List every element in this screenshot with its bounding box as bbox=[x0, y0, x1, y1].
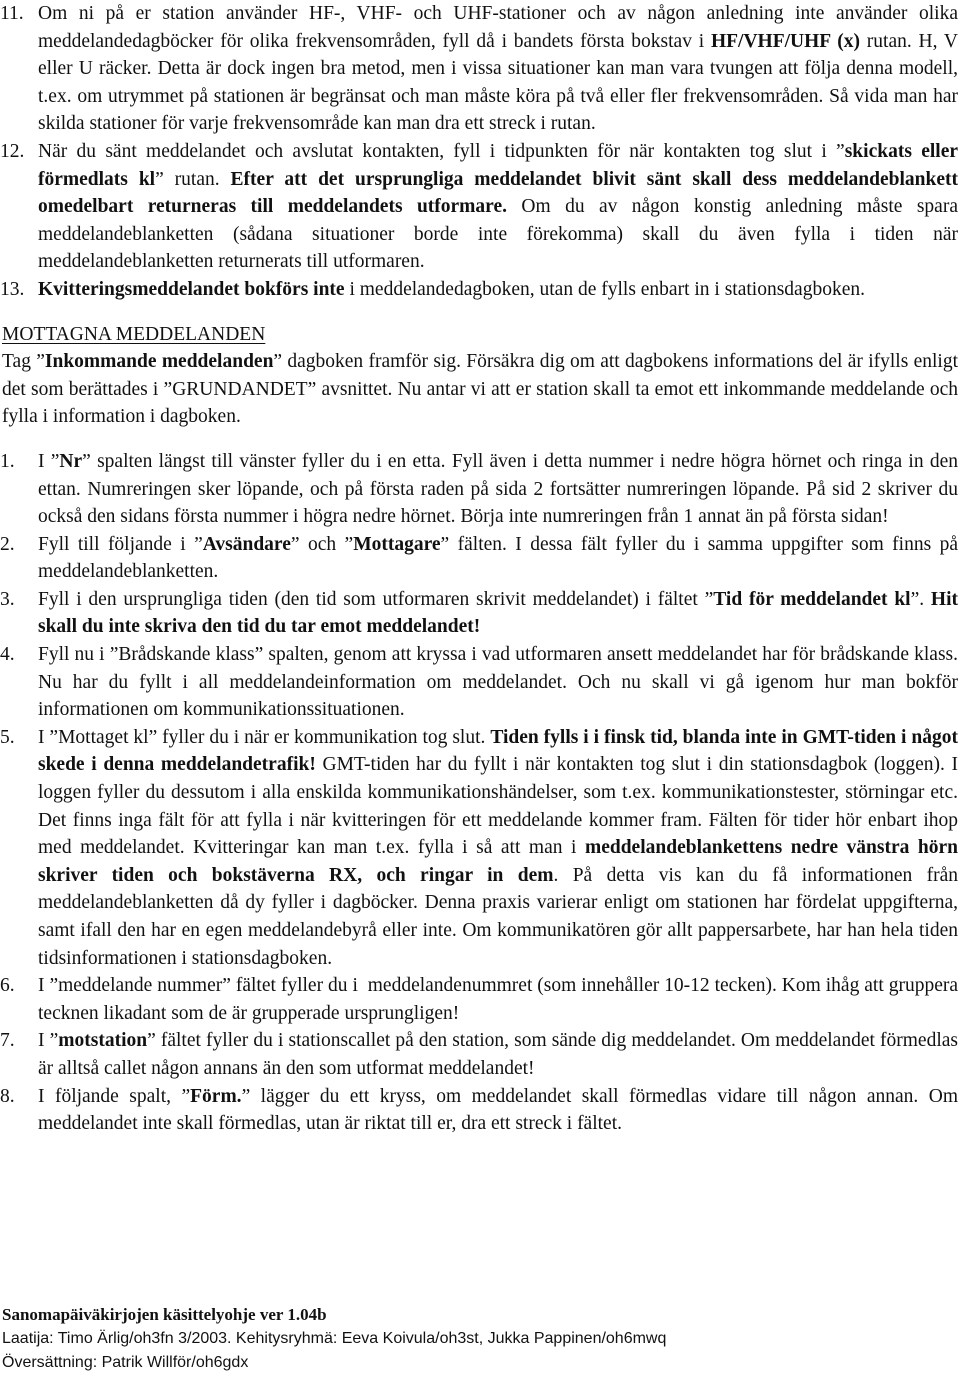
intro-paragraph: Tag ”Inkommande meddelanden” dagboken framför sig. Försäkra dig om att dagbokens informations del är ifylls enligt det som berättades i ”GRUNDANDET” avsnittet. Nu antar vi att er station skall ta emot ett inkommande meddelande och fylla i information i dagboken. bbox=[2, 351, 958, 428]
item-number: 11. bbox=[0, 3, 24, 24]
list-item bbox=[0, 448, 960, 531]
list-item bbox=[0, 1027, 960, 1082]
item-text: Om ni på er station använder HF-, VHF- och UHF-stationer och av någon anledning inte använder olika meddelandedagböcker för olika frekvensområden, fyll då i bandets första bokstav i HF/VHF/UHF (x) rutan. H, V eller U räcker. Detta är dock ingen bra metod, men i vissa situationer kan man vara tvungen att följa denna modell, t.ex. om utrymmet på stationen är begränsat och man måste köra på två eller fler frekvensområden. Så vida man har skilda stationer för varje frekvensområde kan man dra ett streck i rutan. bbox=[38, 3, 958, 135]
item-text: Fyll i den ursprungliga tiden (den tid som utformaren skrivit meddelandet) i fältet ”Tid för meddelandet kl”. Hit skall du inte skriva den tid du tar emot meddelandet! bbox=[38, 588, 959, 638]
item-number: 13. bbox=[0, 278, 25, 300]
list-item bbox=[0, 1083, 960, 1138]
footer-title: Sanomapäiväkirjojen käsittelyohje ver 1.04b bbox=[2, 1305, 327, 1324]
item-number: 7. bbox=[0, 1030, 15, 1052]
numbered-list-top bbox=[0, 0, 960, 304]
item-text: I ”motstation” fältet fyller du i stationscallet på den station, som sände dig meddelandet. Om meddelandet förmedlas är alltså callet någon annans än den som utformat meddelandet! bbox=[38, 1030, 958, 1079]
list-item bbox=[0, 0, 960, 138]
item-text: Fyll nu i ”Brådskande klass” spalten, genom att kryssa i vad utformaren ansett meddelandet har för brådskande klass. Nu har du fyllt i all meddelandeinformation om meddelandet. Och nu skall vi gå igenom hur man bokför informationen om kommunikationssituationen. bbox=[38, 644, 958, 721]
item-number: 6. bbox=[0, 975, 15, 997]
item-text: Kvitteringsmeddelandet bokförs inte i meddelandedagboken, utan de fylls enbart in i stationsdagboken. bbox=[38, 278, 865, 300]
list-item bbox=[0, 724, 960, 972]
list-item bbox=[0, 531, 960, 586]
item-number: 1. bbox=[0, 450, 15, 472]
item-number: 5. bbox=[0, 726, 15, 748]
list-item bbox=[0, 972, 960, 1027]
footer-authors: Laatija: Timo Ärlig/oh3fn 3/2003. Kehitysryhmä: Eeva Koivula/oh3st, Jukka Pappinen/oh6mwq bbox=[2, 1330, 667, 1347]
footer-translation: Översättning: Patrik Willför/oh6gdx bbox=[2, 1354, 249, 1371]
item-number: 2. bbox=[0, 533, 15, 555]
item-text: I följande spalt, ”Förm.” lägger du ett kryss, om meddelandet skall förmedlas vidare till någon annan. Om meddelandet inte skall förmedlas, utan är riktat till er, dra ett streck i fältet. bbox=[38, 1085, 958, 1135]
item-number: 12. bbox=[0, 140, 25, 162]
item-text: I ”Mottaget kl” fyller du i när er kommunikation tog slut. Tiden fylls i i finsk tid, blanda inte in GMT-tiden i något skede i denna meddelandetrafik! GMT-tiden har du fyllt i när kontakten tog slut i din stationsdagbok (loggen). I loggen fyller du dessutom i alla enskilda kommunikationshändelser, som t.ex. kommunikationstester, störningar etc. Det finns inga fält för att fylla i när kvitteringen för ett meddelande kommer fram. Fälten för tider hör enbart ihop med meddelandet. Kvitteringar kan man t.ex. fylla i så att man i meddelandeblankettens nedre vänstra hörn skriver tiden och bokstäverna RX, och ringar in dem. På detta vis kan du få informationen från meddelandeblanketten då dy fyller i dagböcker. Denna praxis varierar enligt om stationen har fördelat uppgifterna, samt ifall den har en egen meddelandebyrå eller inte. Om kommunikatören gör allt pappersarbete, har han hela tiden tidsinformationen i stationsdagboken. bbox=[38, 726, 958, 969]
list-item bbox=[0, 586, 960, 641]
list-item bbox=[0, 276, 960, 304]
item-text: I ”meddelande nummer” fältet fyller du i meddelandenummret (som innehåller 10-12 tecken). Kom ihåg att gruppera tecknen likadant som de är grupperade ursprungligen! bbox=[38, 975, 958, 1024]
list-item bbox=[0, 138, 960, 276]
item-text: I ”Nr” spalten längst till vänster fyller du i en etta. Fyll även i detta nummer i nedre högra hörnet och ringa in den ettan. Numreringen sker löpande, och på första raden på sida 2 fortsätter numreringen löpande. På sid 2 skriver du också den sidans första nummer i högra nedre hörnet. Börja inte numreringen från 1 annat än på första sidan! bbox=[38, 450, 958, 528]
section-title: MOTTAGNA MEDDELANDEN bbox=[2, 323, 266, 345]
item-number: 8. bbox=[0, 1085, 15, 1107]
footer bbox=[0, 1303, 666, 1375]
item-number: 3. bbox=[0, 588, 15, 610]
item-number: 4. bbox=[0, 644, 15, 666]
list-item bbox=[0, 641, 960, 724]
numbered-list-bottom bbox=[0, 448, 960, 1138]
item-text: När du sänt meddelandet och avslutat kontakten, fyll i tidpunkten för när kontakten tog slut i ”skickats eller förmedlats kl” rutan. Efter att det ursprungliga meddelandet blivit sänt skall dess meddelandeblankett omedelbart returneras till meddelandets utformare. Om du av någon konstig anledning måste spara meddelandeblanketten (sådana situationer borde inte förekomma) skall du även fylla i tiden när meddelandeblanketten returnerats till utformaren. bbox=[38, 140, 959, 273]
item-text: Fyll till följande i ”Avsändare” och ”Mottagare” fälten. I dessa fält fyller du i samma uppgifter som finns på meddelandeblanketten. bbox=[38, 533, 958, 583]
